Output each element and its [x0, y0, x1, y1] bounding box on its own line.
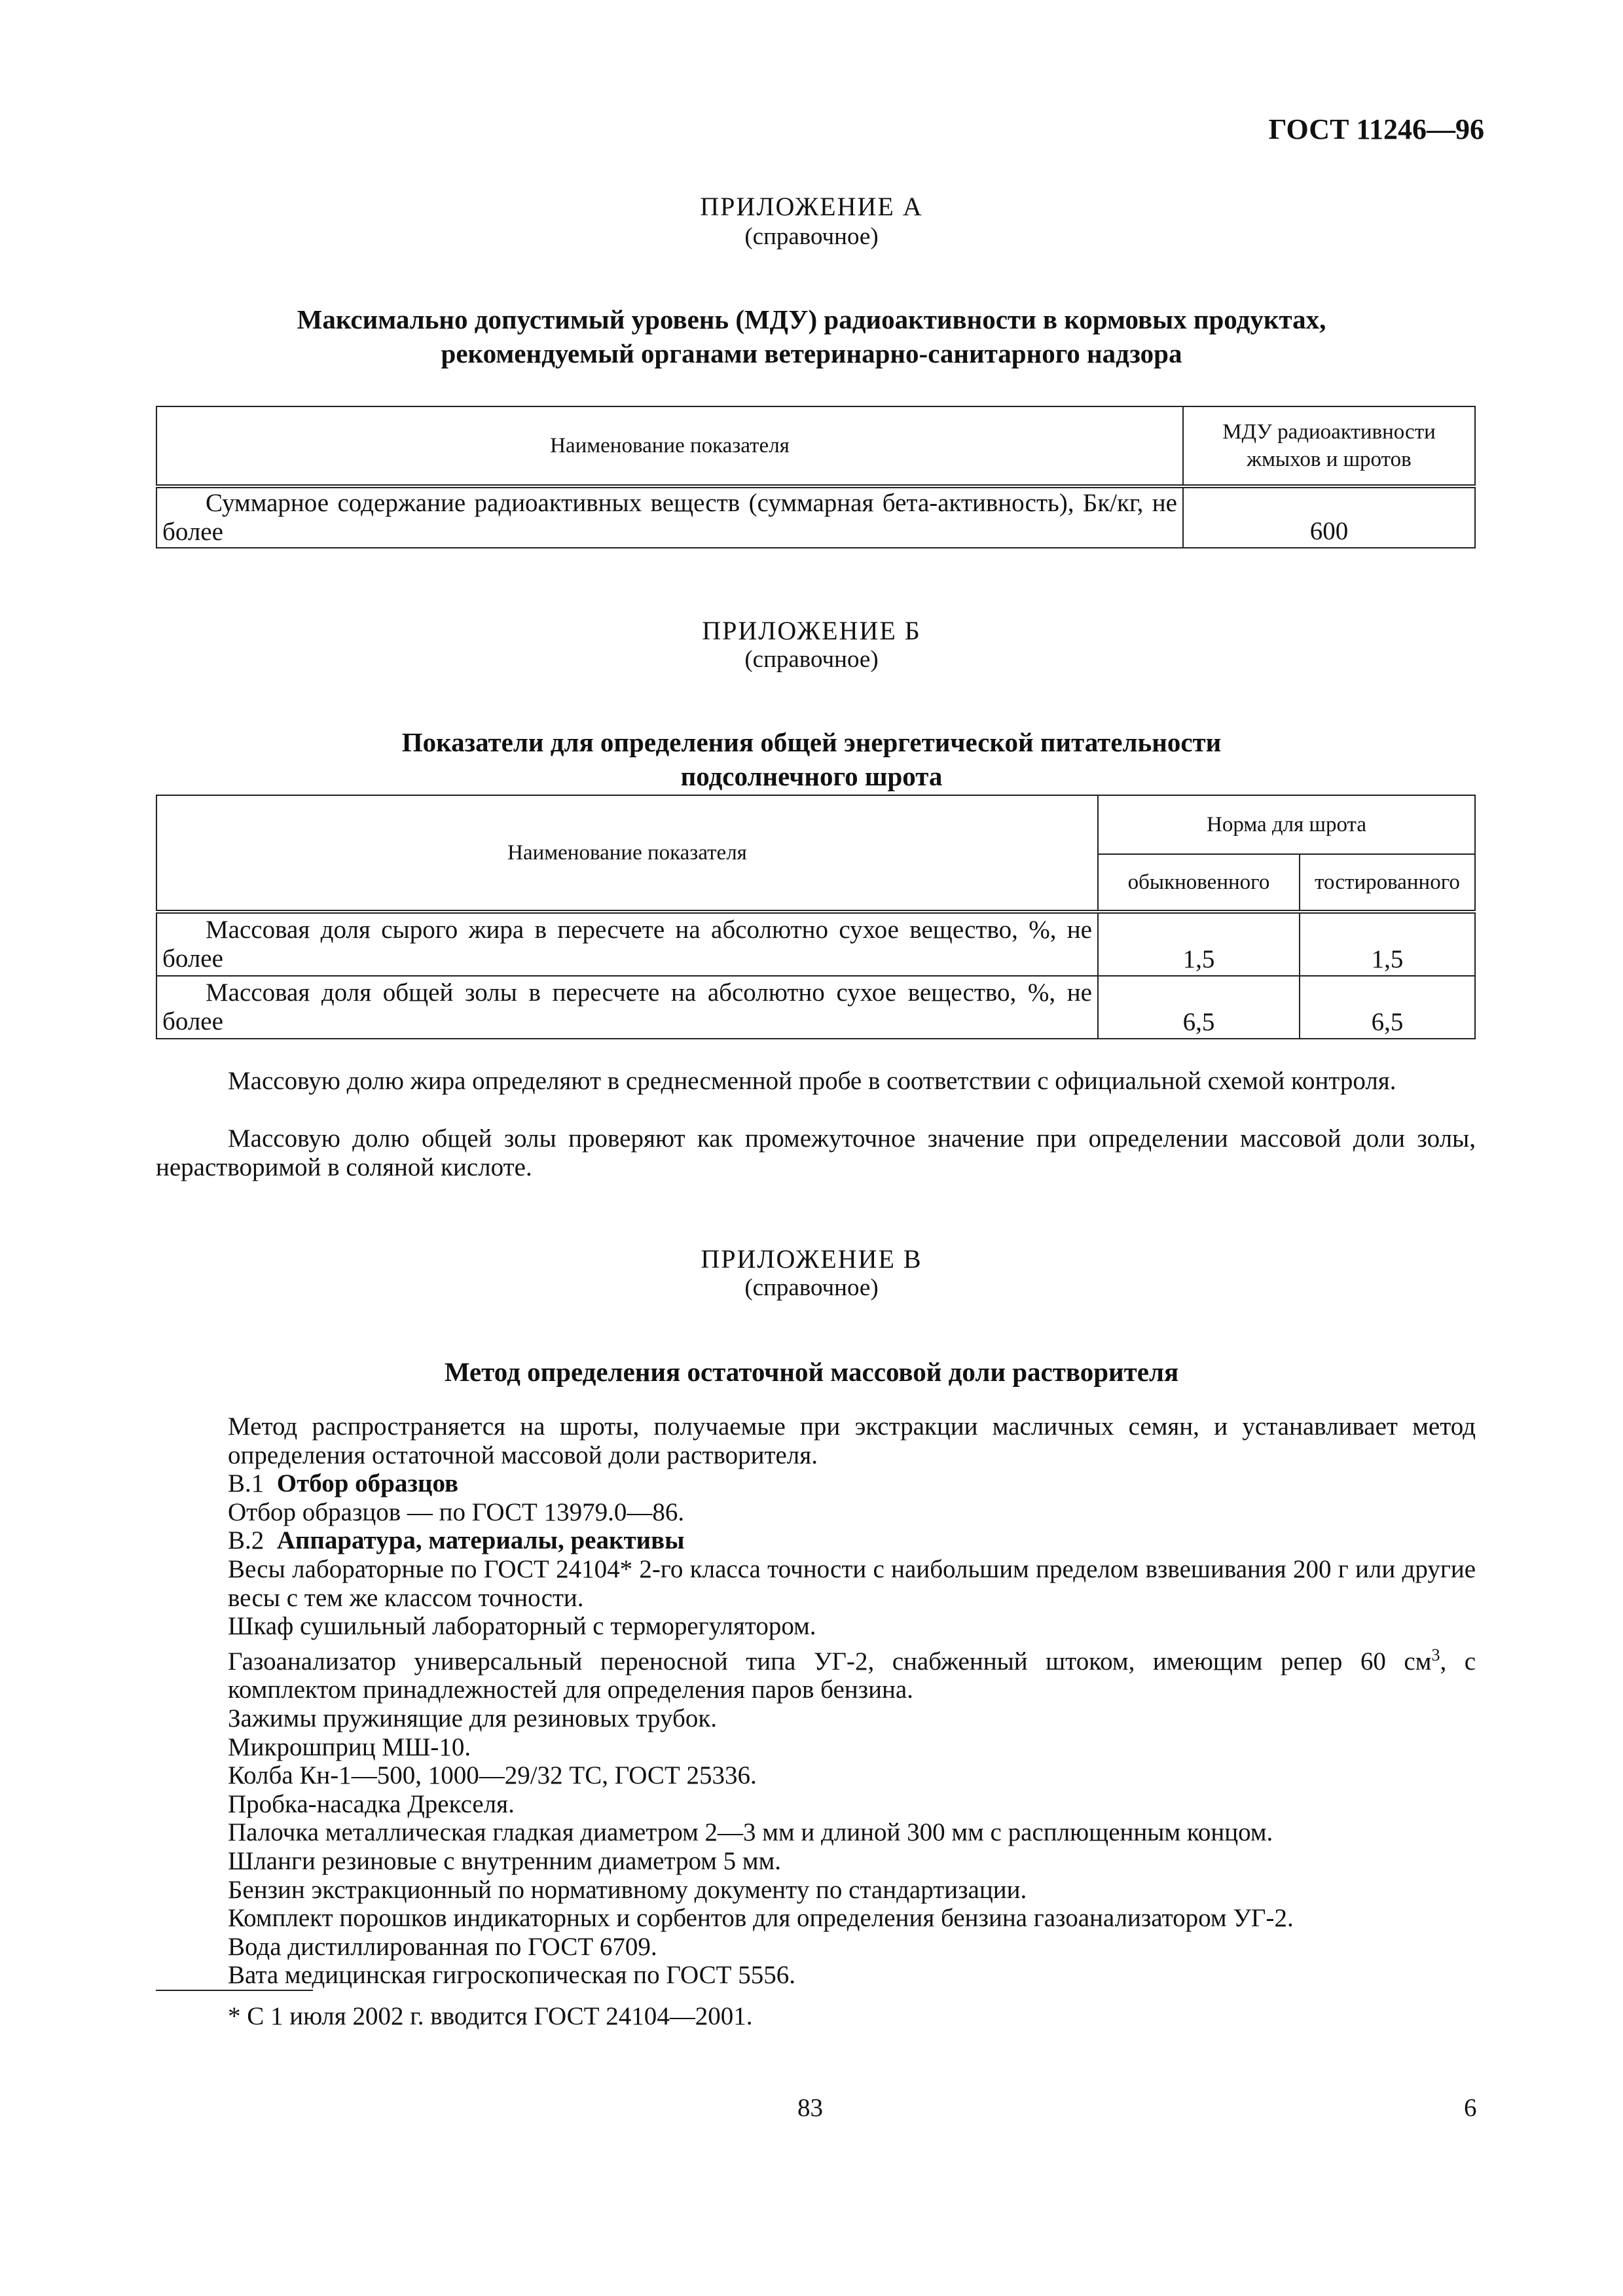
- item-gas-analyzer: [156, 1641, 1476, 1704]
- appendix-c-body: [156, 1412, 1476, 1990]
- table-a-row1-value: 600: [1183, 486, 1475, 548]
- appendix-b-heading-line1: Показатели для определения общей энергетической питательности: [401, 727, 1222, 757]
- page-number-center: 83: [797, 2094, 823, 2122]
- item-gas-analyzer-text-b: , с комплектом принадлежностей для определения паров бензина.: [228, 1647, 1476, 1704]
- table-a-col2-header-line1: МДУ радиоактивности: [1222, 420, 1436, 444]
- appendix-a-heading-line1: Максимально допустимый уровень (МДУ) радиоактивности в кормовых продуктах,: [297, 304, 1326, 334]
- appendix-a-heading-line2: рекомендуемый органами ветеринарно-санитарного надзора: [441, 338, 1182, 368]
- section-b1-text: Отбор образцов — по ГОСТ 13979.0—86.: [228, 1498, 685, 1526]
- item-gas-analyzer-text-a: Газоанализатор универсальный переносной типа УГ-2, снабженный штоком, имеющим репер 60 см: [228, 1647, 1432, 1676]
- appendix-b-note: (справочное): [744, 646, 879, 673]
- appendix-a-table: [156, 406, 1476, 548]
- item-syringe: Микрошприц МШ-10.: [228, 1732, 471, 1761]
- item-gas-analyzer-superscript: 3: [1431, 1645, 1440, 1664]
- table-b-sub-header-1: обыкновенного: [1098, 854, 1300, 912]
- table-b-row1-v1: 1,5: [1098, 912, 1300, 976]
- appendix-c-intro: Метод распространяется на шроты, получаемые при экстракции масличных семян, и устанавливает метод определения остаточной массовой доли растворителя.: [228, 1412, 1476, 1469]
- appendix-b-title: ПРИЛОЖЕНИЕ Б: [702, 616, 921, 645]
- appendix-a-title: ПРИЛОЖЕНИЕ А: [700, 192, 923, 221]
- appendix-c-heading: Метод определения остаточной массовой доли растворителя: [444, 1357, 1179, 1387]
- item-flask: Колба Кн-1—500, 1000—29/32 ТС, ГОСТ 25336.: [228, 1761, 757, 1790]
- item-rod: Палочка металлическая гладкая диаметром 2—3 мм и длиной 300 мм с расплющенным концом.: [228, 1818, 1273, 1847]
- table-a-row1-name: Суммарное содержание радиоактивных веществ (суммарная бета-активность), Бк/кг, не более: [156, 486, 1183, 548]
- section-b1-heading: [156, 1469, 1476, 1498]
- appendix-b-para-1: [156, 1067, 1476, 1096]
- table-b-row1-v2: 1,5: [1300, 912, 1475, 976]
- item-gasoline: Бензин экстракционный по нормативному документу по стандартизации.: [228, 1875, 1027, 1904]
- item-clamps: Зажимы пружинящие для резиновых трубок.: [228, 1704, 718, 1732]
- appendix-c-title: ПРИЛОЖЕНИЕ В: [701, 1244, 922, 1274]
- item-hoses: Шланги резиновые с внутренним диаметром 5 мм.: [228, 1846, 782, 1875]
- table-b-col1-header: Наименование показателя: [156, 795, 1098, 912]
- appendix-b-heading: [0, 725, 1623, 793]
- item-cotton: Вата медицинская гигроскопическая по ГОСТ 5556.: [228, 1961, 795, 1990]
- appendix-b-table: [156, 795, 1476, 1039]
- item-powders: Комплект порошков индикаторных и сорбентов для определения бензина газоанализатором УГ-2.: [228, 1904, 1294, 1933]
- item-scales: Весы лабораторные по ГОСТ 24104* 2-го класса точности с наибольшим пределом взвешивания 200 г или другие весы с тем же классом точности.: [228, 1554, 1476, 1612]
- section-b1-title: Отбор образцов: [276, 1469, 459, 1498]
- document-code: ГОСТ 11246—96: [1268, 113, 1484, 145]
- section-b2-number: В.2: [228, 1526, 264, 1555]
- appendix-a-note: (справочное): [744, 223, 879, 250]
- table-b-row2-name: Массовая доля общей золы в пересчете на абсолютно сухое вещество, %, не более: [156, 976, 1098, 1039]
- page-number-right: 6: [1464, 2094, 1477, 2122]
- table-b-row2-v1: 6,5: [1098, 976, 1300, 1039]
- appendix-c-note: (справочное): [744, 1274, 879, 1301]
- appendix-a-heading: [0, 302, 1623, 370]
- table-a-col2-header-line2: жмыхов и шротов: [1247, 448, 1412, 471]
- table-a-col2-header: [1183, 406, 1475, 486]
- appendix-b-para-2-text: Массовую долю общей золы проверяют как промежуточное значение при определении массовой доли золы, нерастворимой в соляной кислоте.: [156, 1124, 1476, 1181]
- appendix-b-para-2: [156, 1124, 1476, 1182]
- appendix-b-heading-line2: подсолнечного шрота: [680, 761, 943, 791]
- table-b-group-header: Норма для шрота: [1098, 795, 1475, 854]
- table-a-col1-header: Наименование показателя: [156, 406, 1183, 486]
- table-b-row1-name: Массовая доля сырого жира в пересчете на абсолютно сухое вещество, %, не более: [156, 912, 1098, 976]
- table-b-sub-header-2: тостированного: [1300, 854, 1475, 912]
- section-b1-number: В.1: [228, 1469, 264, 1498]
- appendix-b-para-1-text: Массовую долю жира определяют в среднесменной пробе в соответствии с официальной схемой контроля.: [228, 1067, 1396, 1095]
- section-b2-title: Аппаратура, материалы, реактивы: [276, 1526, 685, 1555]
- table-b-row2-v2: 6,5: [1300, 976, 1475, 1039]
- item-oven: Шкаф сушильный лабораторный с терморегулятором.: [228, 1612, 816, 1641]
- item-water: Вода дистиллированная по ГОСТ 6709.: [228, 1932, 657, 1961]
- footnote-rule: [156, 1990, 313, 1991]
- footnote: * С 1 июля 2002 г. вводится ГОСТ 24104—2001.: [228, 2002, 753, 2030]
- item-stopper: Пробка-насадка Дрекселя.: [228, 1789, 515, 1818]
- section-b2-heading: [156, 1526, 1476, 1555]
